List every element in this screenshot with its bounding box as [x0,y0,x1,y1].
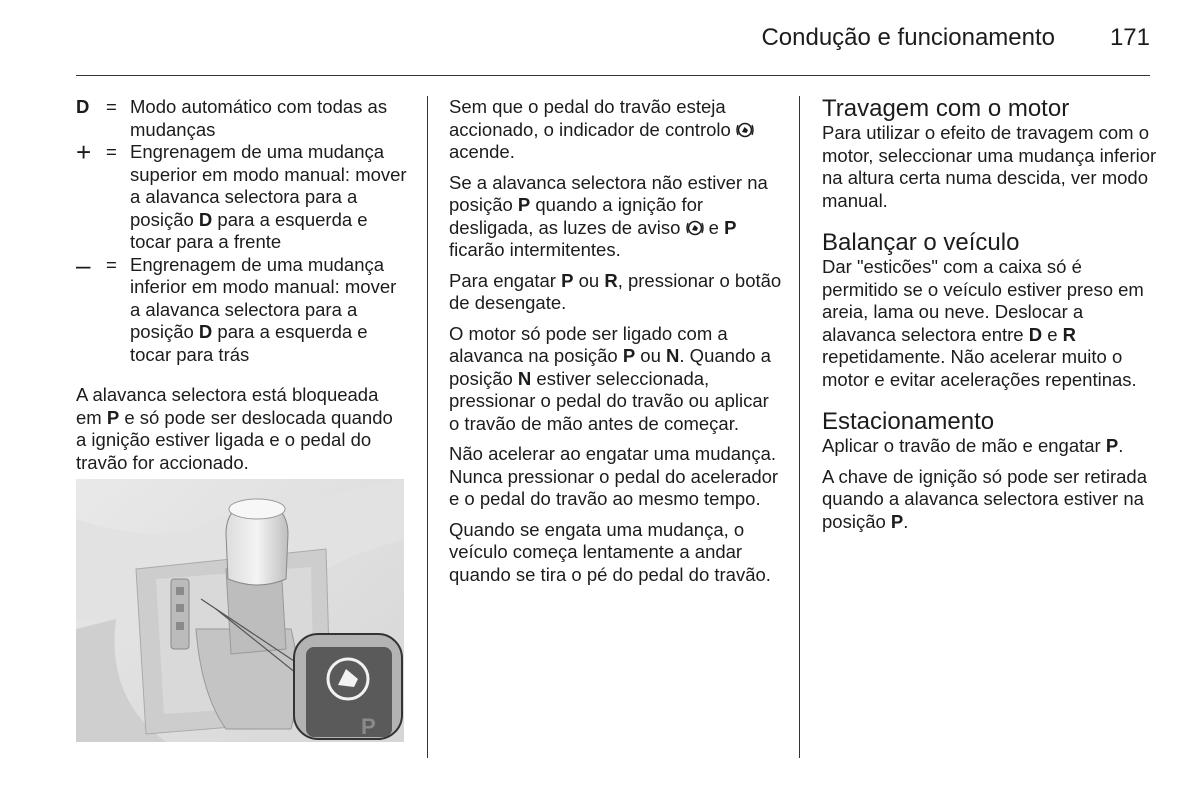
definition-text: Engrenagem de uma mudança inferior em modo manual: mover a alavanca selectora para a posição D para a esquerda e tocar para trás [130,253,397,365]
section-heading: Estacionamento [822,408,995,435]
definition-text: Modo automático com todas as mudanças [130,96,388,140]
column-middle [449,96,783,594]
page-title: Condução e funcionamento [761,24,1055,51]
body-paragraph: Aplicar o travão de mão e engatar P. [822,435,1124,456]
section-heading: Balançar o veículo [822,229,1020,256]
definition-text: Engrenagem de uma mudança superior em modo manual: mover a alavanca selectora para a posição D para a esquerda e tocar para a frente [130,141,407,252]
column-left [76,96,408,482]
definition-item [76,96,408,141]
definition-item [76,137,408,254]
body-paragraph: Dar "esticões" com a caixa só é permitido se o veículo estiver preso em areia, lama ou neve. Deslocar a alavanca selectora entre D e R repetidamente. Não acelerar muito o motor e evitar acelerações repentinas. [822,256,1144,390]
body-paragraph: Sem que o pedal do travão esteja accionado, o indicador de controlo acende. [449,96,783,164]
definition-equals: = [106,96,117,117]
body-paragraph: Quando se engata uma mudança, o veículo começa lentamente a andar quando se tira o pé do pedal do travão. [449,518,771,585]
body-paragraph: A alavanca selectora está bloqueada em P e só pode ser deslocada quando a ignição estiver ligada e o pedal do travão for accionado. [76,384,393,473]
shift-mode-definitions [76,96,408,366]
minus-icon: – [76,249,91,280]
brake-indicator-icon [736,122,754,138]
definition-item [76,249,408,367]
definition-equals: = [106,253,117,275]
column-divider [799,96,800,758]
page-number: 171 [1109,24,1150,51]
body-paragraph: Não acelerar ao engatar uma mudança. Nunca pressionar o pedal do acelerador e o pedal do travão ao mesmo tempo. [449,443,779,509]
body-paragraph: Se a alavanca selectora não estiver na posição P quando a ignição for desligada, as luzes de aviso e P ficarão intermitentes. [449,171,768,260]
plus-icon: + [76,137,92,167]
body-paragraph: O motor só pode ser ligado com a alavanca na posição P ou N. Quando a posição N estiver seleccionada, pressionar o pedal do travão ou aplicar o travão de mão antes de começar. [449,322,771,434]
body-paragraph: Para utilizar o efeito de travagem com o motor, seleccionar uma mudança inferior na altura certa numa descida, ver modo manual. [822,122,1157,211]
definition-equals: = [106,141,117,162]
body-paragraph: Para engatar P ou R, pressionar o botão de desengate. [449,269,782,313]
section-heading: Travagem com o motor [822,95,1070,122]
gear-selector-illustration [76,479,404,742]
column-divider [427,96,428,758]
header-divider [76,75,1150,76]
gear-letter: P [361,714,376,739]
brake-indicator-icon [686,220,704,236]
definition-symbol: D [76,96,90,117]
column-right [822,96,1157,541]
body-paragraph: A chave de ignição só pode ser retirada quando a alavanca selectora estiver na posição P. [822,465,1147,532]
